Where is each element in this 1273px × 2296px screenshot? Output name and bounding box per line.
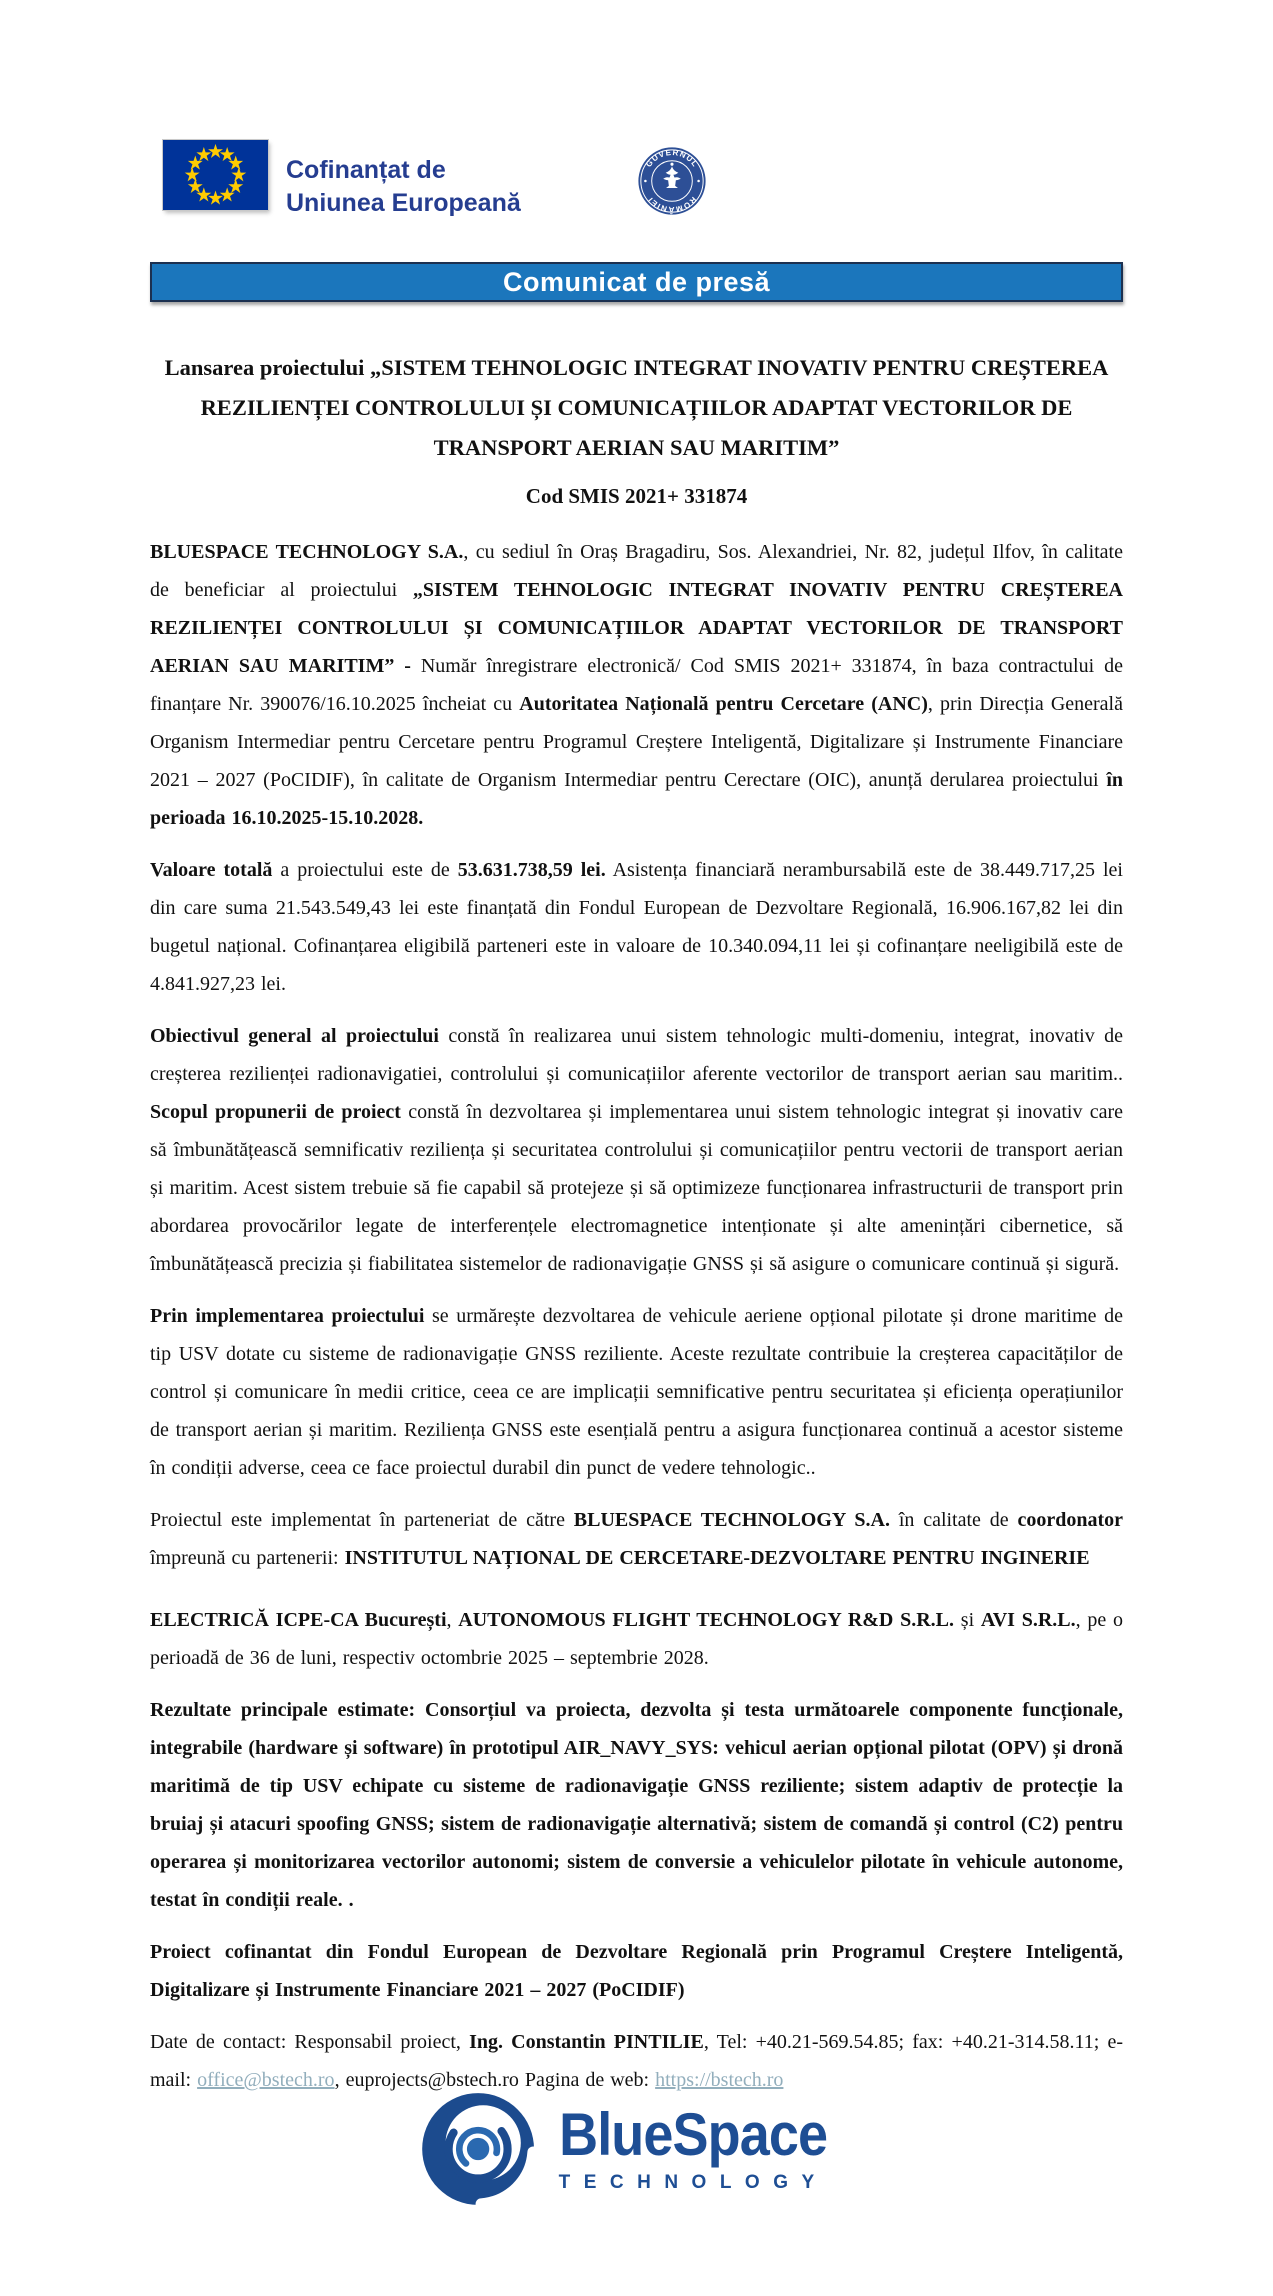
bluespace-logo-subtitle: TECHNOLOGY xyxy=(558,2171,828,2193)
text-segment: constă în dezvoltarea și implementarea unui sistem tehnologic integrat și inovativ care să îmbunătățească semnificativ reziliența și securitatea controlului și comunicațiilor pentru vectorii de transport aerian și maritim. Acest sistem trebuie să fie capabil să protejeze și să optimizeze funcționarea infrastructurii de transport prin abordarea provocărilor legate de interferențele electromagnetice intenționate și alte amenințări cibernetice, să îmbunătățească precizia și fiabilitatea sistemelor de radionavigație GNSS și să asigure o comunicare continuă și sigură. xyxy=(150,1101,1123,1276)
text-segment: AUTONOMOUS FLIGHT TECHNOLOGY R&D S.R.L. xyxy=(458,1609,955,1632)
text-segment: , cu sediul în Oraș Bragadiru, Sos. Alexandriei, Nr. 82, județul Ilfov, în calitate de beneficiar al proiectului xyxy=(150,541,1123,602)
text-segment: coordonator xyxy=(1017,1509,1123,1532)
text-segment: se urmărește dezvoltarea de vehicule aeriene opțional pilotate și drone maritime de tip USV dotate cu sisteme de radionavigație GNSS reziliente. Aceste rezultate contribuie la creșterea capacităților de control și comunicare în medii critice, ceea ce are implicații semnificative pentru securitatea și eficiența operațiunilor de transport aerian și maritim. Reziliența GNSS este esențială pentru a asigura funcționarea continuă a acestor sisteme în condiții adverse, ceea ce face proiectul durabil din punct de vedere tehnologic.. xyxy=(150,1305,1123,1480)
svg-text:ROMÂNIEI: ROMÂNIEI xyxy=(645,194,699,215)
text-segment: Prin implementarea proiectului xyxy=(150,1305,425,1328)
eu-cofunded-caption xyxy=(286,140,521,219)
text-segment: , prin Direcția Generală Organism Intermediar pentru Cercetare pentru Programul Creștere Inteligentă, Digitalizare și Instrumente Financiare 2021 – 2027 (PoCIDIF), în calitate de Organism Intermediar pentru Cerectare (OIC), anunță derularea proiectului xyxy=(150,693,1123,792)
text-segment: BLUESPACE TECHNOLOGY S.A. xyxy=(150,541,464,564)
text-segment: constă în realizarea unui sistem tehnologic multi-domeniu, integrat, inovativ de creșterea rezilienței radionavigatiei, controlului și comunicațiilor aferente vectorilor de transport aerian sau maritim.. xyxy=(150,1025,1123,1086)
text-segment: Proiectul este implementat în parteneriat de către xyxy=(150,1509,574,1532)
eu-cofunded-logo xyxy=(163,140,521,219)
svg-text:GUVERNUL: GUVERNUL xyxy=(644,147,701,169)
document-body xyxy=(150,348,1123,2099)
text-segment: ELECTRICĂ ICPE-CA București xyxy=(150,1609,447,1632)
text-segment: , Tel: +40.21-569.54.85; fax: +40.21-314.58.11; e-mail: xyxy=(150,2031,1123,2092)
text-segment: Date de contact: Responsabil proiect, xyxy=(150,2031,470,2054)
body-paragraph-partners-2 xyxy=(150,1601,1123,1677)
text-segment: INSTITUTUL NAȚIONAL DE CERCETARE-DEZVOLTARE PENTRU INGINERIE xyxy=(344,1547,1090,1570)
text-segment: Asistența financiară nerambursabilă este de 38.449.717,25 lei din care suma 21.543.549,43 lei este finanțată din Fondul European de Dezvoltare Regională, 16.906.167,82 lei din bugetul național. Cofinanțarea eligibilă parteneri este in valoare de 10.340.094,11 lei și cofinanțare neeligibilă este de 4.841.927,23 lei. xyxy=(150,859,1123,996)
text-segment: , pe o perioadă de 36 de luni, respectiv octombrie 2025 – septembrie 2028. xyxy=(150,1609,1123,1670)
eu-caption-line1: Cofinanțat de xyxy=(286,156,446,184)
press-release-banner xyxy=(150,262,1123,302)
body-paragraph-value xyxy=(150,851,1123,1003)
text-segment: AVI S.R.L. xyxy=(980,1609,1076,1632)
bluespace-logo-name: BlueSpace xyxy=(558,2100,827,2168)
text-segment: Număr înregistrare electronică/ Cod SMIS 2021+ 331874, în baza contractului de finanțare Nr. 390076/16.10.2025 încheiat cu xyxy=(150,655,1123,716)
text-segment: și xyxy=(954,1609,981,1632)
text-segment: BLUESPACE TECHNOLOGY S.A. xyxy=(573,1509,890,1532)
text-segment: „SISTEM TEHNOLOGIC INTEGRAT INOVATIV PENTRU CREȘTEREA REZILIENȚEI CONTROLULUI ȘI COMUNICAȚIILOR ADAPTAT VECTORILOR DE TRANSPORT AERIAN SAU MARITIM” - xyxy=(150,579,1123,678)
smis-code: Cod SMIS 2021+ 331874 xyxy=(525,484,748,509)
text-segment: împreună cu partenerii: xyxy=(150,1547,345,1570)
bluespace-swirl-icon xyxy=(417,2088,539,2210)
text-segment: , xyxy=(446,1609,459,1632)
body-paragraph-cofunding xyxy=(150,1933,1123,2009)
text-segment: , euprojects@bstech.ro Pagina de web: xyxy=(334,2069,656,2092)
text-segment: Rezultate principale estimate: Consorțiul va proiecta, dezvolta și testa următoarele componente funcționale, integrabile (hardware și software) în prototipul AIR_NAVY_SYS: vehicul aerian opțional pilotat (OPV) și dronă maritimă de tip USV echipate cu sisteme de radionavigație GNSS reziliente; sistem adaptiv de protecție la bruiaj și atacuri spoofing GNSS; sistem de radionavigație alternativă; sistem de comandă și control (C2) pentru operarea și monitorizarea vectorilor autonomi; sistem de conversie a vehiculelor pilotate în vehicule autonome, testat în condiții reale. . xyxy=(150,1699,1123,1912)
text-segment: Valoare totală xyxy=(150,859,273,882)
romanian-government-seal-icon xyxy=(637,146,707,216)
bluespace-logo-text xyxy=(558,2100,857,2194)
email-link[interactable]: office@bstech.ro xyxy=(197,2069,335,2092)
text-segment: a proiectului este de xyxy=(272,859,458,882)
body-paragraph-partners xyxy=(150,1501,1123,1577)
body-paragraph-beneficiary xyxy=(150,533,1123,837)
banner-title: Comunicat de presă xyxy=(502,266,771,297)
text-segment: în calitate de xyxy=(890,1509,1018,1532)
text-segment: Autoritatea Națională pentru Cercetare (ANC) xyxy=(519,693,928,716)
bluespace-logo xyxy=(417,2088,857,2210)
eu-caption-line2: Uniunea Europeană xyxy=(286,188,521,217)
text-segment: în perioada 16.10.2025-15.10.2028. xyxy=(150,769,1123,830)
body-paragraph-implementation xyxy=(150,1297,1123,1487)
text-segment: 53.631.738,59 lei. xyxy=(457,859,606,882)
text-segment: Ing. Constantin PINTILIE xyxy=(469,2031,704,2054)
text-segment: Scopul propunerii de proiect xyxy=(150,1101,401,1124)
eu-flag-icon xyxy=(163,140,268,210)
text-segment: Obiectivul general al proiectului xyxy=(150,1025,439,1048)
document-title: Lansarea proiectului „SISTEM TEHNOLOGIC INTEGRAT INOVATIV PENTRU CREȘTEREA REZILIENȚEI CONTROLULUI ȘI COMUNICAȚIILOR ADAPTAT VECTORILOR DE TRANSPORT AERIAN SAU MARITIM” xyxy=(164,355,1109,461)
body-paragraph-results xyxy=(150,1691,1123,1919)
body-paragraph-objective xyxy=(150,1017,1123,1283)
website-link[interactable]: https://bstech.ro xyxy=(655,2069,784,2092)
text-segment: Proiect cofinantat din Fondul European de Dezvoltare Regională prin Programul Creștere Inteligentă, Digitalizare și Instrumente Financiare 2021 – 2027 (PoCIDIF) xyxy=(150,1941,1123,2002)
